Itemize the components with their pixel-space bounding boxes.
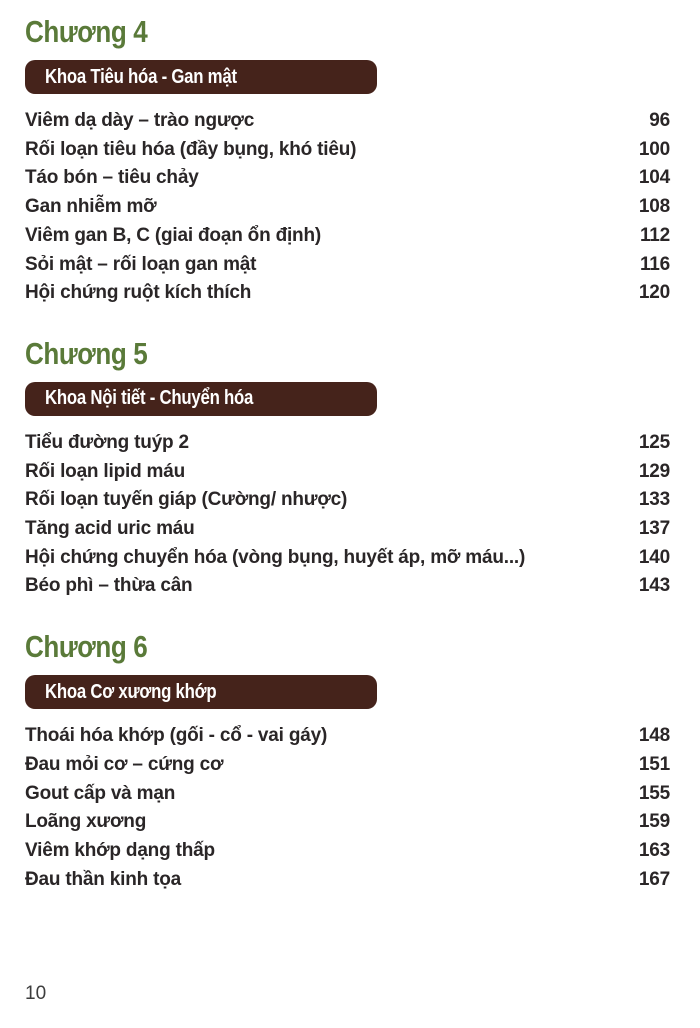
toc-entry-title: Gout cấp và mạn (25, 782, 176, 804)
toc-row (25, 251, 670, 280)
chapter-section-6 (25, 628, 670, 894)
chapter-title: Chương 5 (25, 335, 148, 371)
toc-row (25, 136, 670, 165)
toc-entry-page: 125 (638, 431, 670, 453)
category-badge (25, 675, 377, 709)
category-badge-label: Khoa Cơ xương khớp (45, 680, 217, 703)
toc-entry-title: Viêm khớp dạng thấp (25, 839, 215, 861)
toc-row (25, 808, 670, 837)
toc-entry-title: Viêm dạ dày – trào ngược (25, 110, 255, 131)
toc-entry-title: Rối loạn tiêu hóa (đầy bụng, khó tiêu) (25, 138, 357, 160)
toc-entry-page: 108 (638, 196, 670, 218)
toc-row (25, 722, 670, 751)
toc-entry-page: 100 (638, 138, 670, 160)
chapter-title: Chương 6 (25, 629, 148, 665)
toc-entry-title: Viêm gan B, C (giai đoạn ổn định) (25, 224, 321, 246)
toc-row (25, 837, 670, 866)
toc-entry-title: Sỏi mật – rối loạn gan mật (25, 253, 257, 275)
chapter-section-4 (25, 13, 670, 308)
toc-entry-title: Rối loạn lipid máu (25, 460, 186, 482)
toc-entry-page: 112 (639, 224, 670, 246)
toc-row (25, 572, 670, 601)
toc-entry-title: Hội chứng ruột kích thích (25, 282, 252, 304)
toc-entry-title: Loãng xương (25, 811, 147, 833)
toc-list (25, 722, 670, 894)
toc-row (25, 193, 670, 222)
toc-entry-page: 159 (638, 811, 670, 833)
toc-entry-title: Đau mỏi cơ – cứng cơ (25, 753, 224, 775)
toc-entry-page: 104 (638, 167, 670, 189)
toc-row (25, 486, 670, 515)
category-badge (25, 60, 377, 94)
footer-page-number: 10 (25, 983, 47, 1004)
toc-row (25, 544, 670, 573)
toc-entry-page: 120 (638, 282, 670, 304)
toc-row (25, 458, 670, 487)
toc-row (25, 279, 670, 308)
toc-row (25, 751, 670, 780)
toc-row (25, 222, 670, 251)
category-badge (25, 382, 377, 416)
chapter-section-5 (25, 335, 670, 601)
toc-entry-page: 155 (638, 782, 670, 804)
toc-row (25, 515, 670, 544)
toc-row (25, 780, 670, 809)
toc-entry-page: 96 (649, 110, 670, 131)
toc-entry-title: Thoái hóa khớp (gối - cổ - vai gáy) (25, 725, 328, 747)
toc-entry-title: Tăng acid uric máu (25, 518, 195, 540)
toc-entry-page: 163 (638, 839, 670, 861)
toc-entry-page: 151 (638, 753, 670, 775)
toc-entry-title: Đau thần kinh tọa (25, 868, 181, 890)
toc-entry-page: 167 (638, 868, 670, 890)
toc-entry-title: Gan nhiễm mỡ (25, 196, 157, 218)
toc-entry-title: Béo phì – thừa cân (25, 575, 193, 597)
toc-entry-page: 140 (638, 546, 670, 568)
toc-entry-page: 137 (638, 518, 670, 540)
toc-entry-page: 148 (638, 725, 670, 747)
category-badge-label: Khoa Nội tiết - Chuyển hóa (45, 387, 254, 410)
toc-row (25, 164, 670, 193)
toc-entry-title: Tiểu đường tuýp 2 (25, 431, 189, 453)
category-badge-label: Khoa Tiêu hóa - Gan mật (45, 65, 237, 88)
toc-entry-page: 143 (638, 575, 670, 597)
toc-entry-title: Hội chứng chuyển hóa (vòng bụng, huyết áp, mỡ máu...) (25, 546, 526, 568)
toc-entry-page: 116 (639, 253, 670, 275)
toc-row (25, 429, 670, 458)
toc-entry-page: 133 (638, 489, 670, 511)
toc-entry-page: 129 (638, 460, 670, 482)
chapter-title: Chương 4 (25, 14, 148, 49)
toc-entry-title: Táo bón – tiêu chảy (25, 167, 199, 189)
toc-entry-title: Rối loạn tuyến giáp (Cường/ nhược) (25, 489, 348, 511)
toc-row (25, 866, 670, 895)
toc-list (25, 429, 670, 601)
toc-row (25, 107, 670, 136)
toc-list (25, 107, 670, 308)
